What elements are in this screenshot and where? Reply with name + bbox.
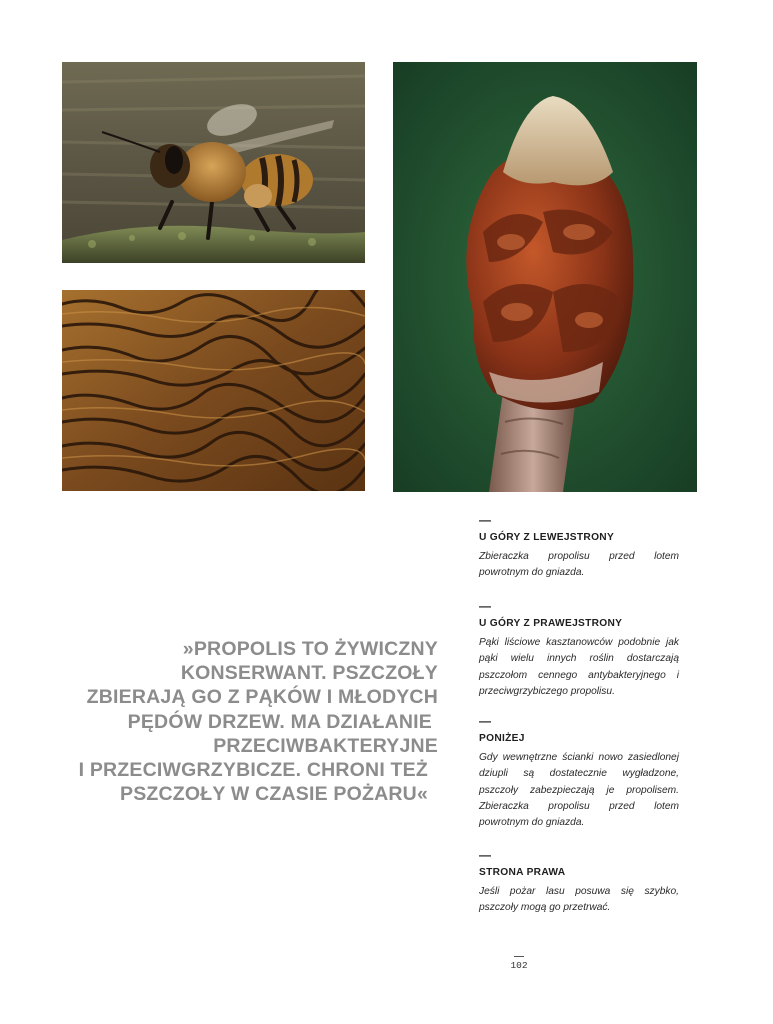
quote-line: PRZECIWBAKTERYJNE — [213, 734, 438, 757]
caption-title: STRONA PRAWA — [479, 867, 566, 878]
caption-text: Gdy wewnętrzne ścianki nowo zasiedlonej dziupli są dostatecznie wygładzone, pszczoły zabezpieczają je propolisem. Zbieraczka propolisu przed lotem powrotnym do gniazda. — [479, 752, 679, 829]
quote-line: »PROPOLIS TO ŻYWICZNY — [182, 638, 438, 660]
caption-top-left — [479, 514, 679, 582]
quote-line: PSZCZOŁY W CZASIE POŻARU« — [120, 783, 428, 806]
page-number-text: 102 — [510, 960, 528, 971]
caption-title: PONIŻEJ — [479, 733, 525, 744]
bee-photo — [62, 62, 365, 263]
caption-right-page — [479, 849, 679, 917]
page-number — [508, 956, 530, 971]
caption-top-right — [479, 600, 679, 700]
quote-line: I PRZECIWGRZYBICZE. CHRONI TEŻ — [78, 759, 428, 782]
pull-quote — [40, 637, 438, 806]
chestnut-bud-photo — [393, 62, 697, 492]
caption-dash: — — [479, 848, 491, 862]
caption-text: Zbieraczka propolisu przed lotem powrotnym do gniazda. — [479, 551, 679, 579]
caption-text: Jeśli pożar lasu posuwa się szybko, pszczoły mogą go przetrwać. — [479, 886, 679, 914]
caption-dash: — — [479, 513, 491, 527]
caption-dash: — — [479, 599, 491, 613]
bark-photo — [62, 290, 365, 491]
quote-line: ZBIERAJĄ GO Z PĄKÓW I MŁODYCH — [86, 686, 438, 709]
caption-dash: — — [479, 714, 491, 728]
caption-below — [479, 715, 679, 831]
caption-text: Pąki liściowe kasztanowców podobnie jak pąki wielu innych roślin dostarczają pszczołom cennego antybakteryjnego i przeciwgrzybiczego propolisu. — [479, 637, 679, 697]
folio-rule — [514, 956, 524, 957]
quote-line: PĘDÓW DRZEW. MA DZIAŁANIE — [127, 710, 432, 733]
caption-title: U GÓRY Z PRAWEJSTRONY — [479, 618, 623, 629]
quote-line: KONSERWANT. PSZCZOŁY — [180, 662, 438, 685]
caption-title: U GÓRY Z LEWEJSTRONY — [479, 532, 615, 543]
